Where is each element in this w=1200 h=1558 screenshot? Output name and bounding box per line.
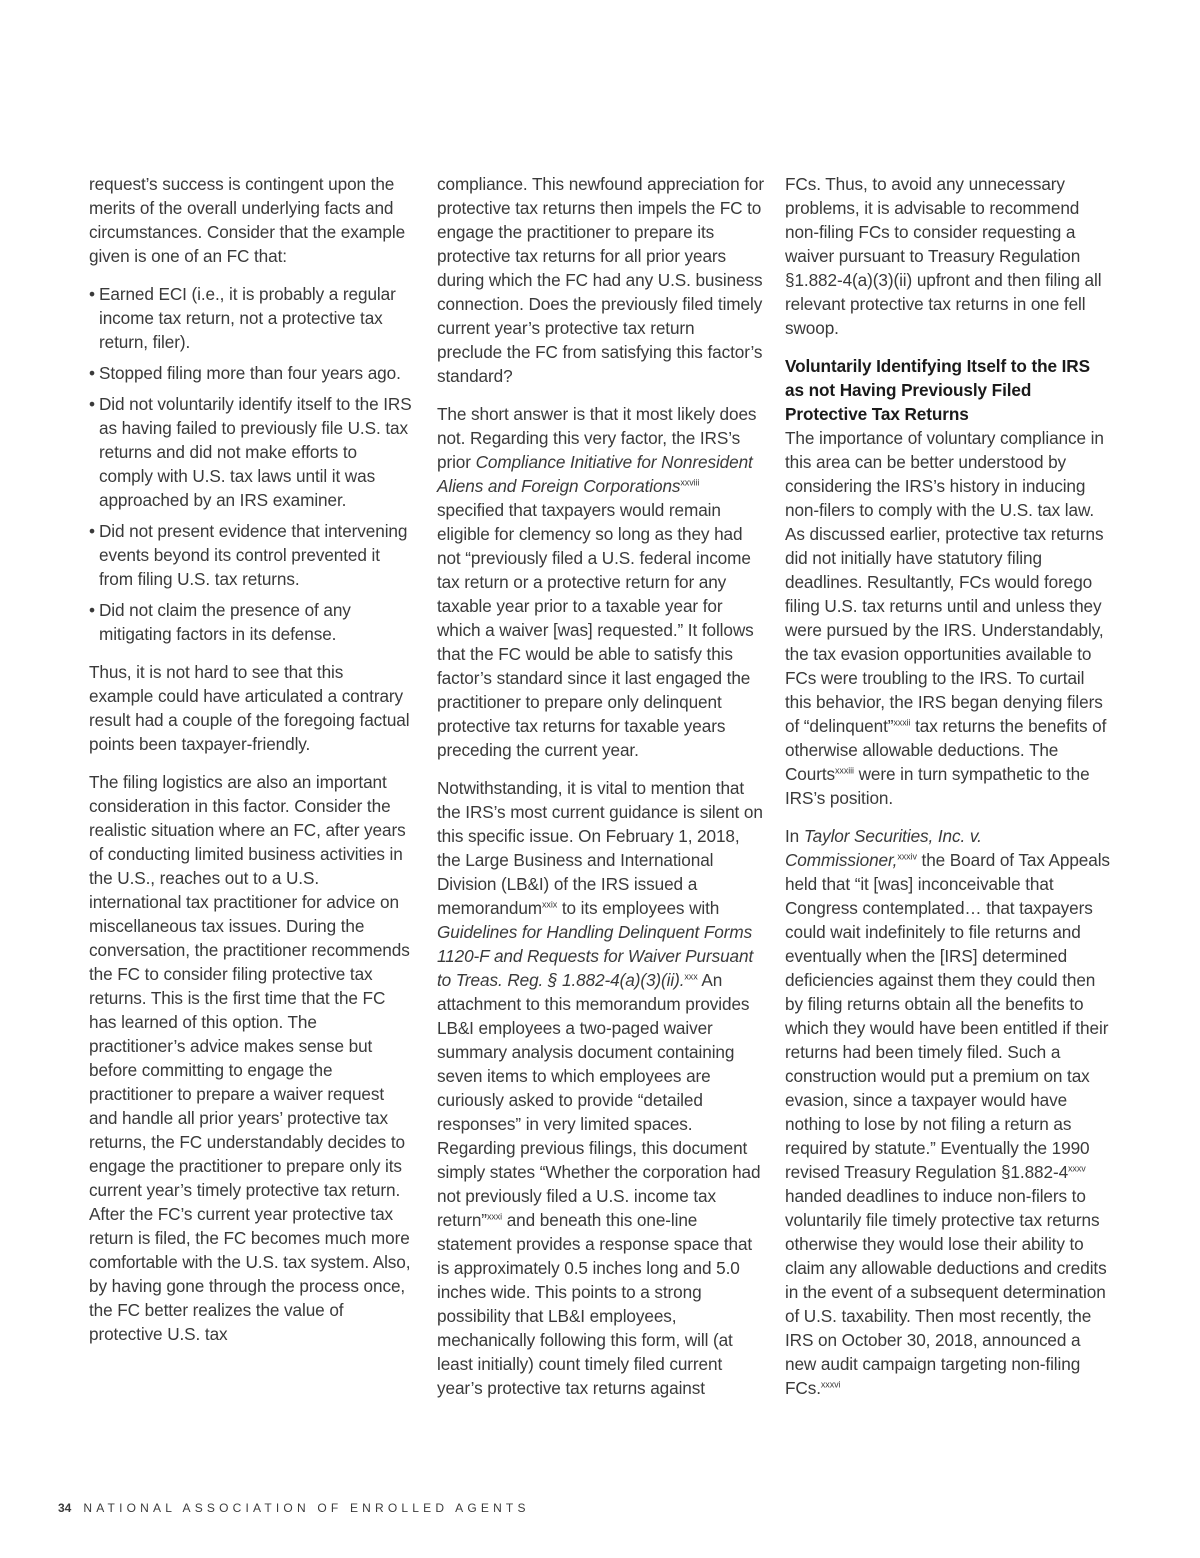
paragraph: request’s success is contingent upon the merits of the overall underlying facts and circumstances. Consider that the example given is one of an FC that:	[89, 174, 406, 266]
case-name: Taylor Securities, Inc. v. Commissioner,	[785, 826, 982, 870]
endnote-ref: xxxiii	[835, 765, 854, 776]
text: specified that taxpayers would remain eligible for clemency so long as they had not “previously filed a U.S. federal income tax return or a protective return for any taxable year prior to a taxable year for which a waiver [was] requested.” It follows that the FC would be able to satisfy this factor’s standard since it last engaged the practitioner to prepare only delinquent protective tax returns for taxable years preceding the current year.	[437, 500, 754, 760]
endnote-ref: xxix	[542, 899, 558, 910]
list-item: • Stopped filing more than four years ago.	[89, 361, 412, 385]
paragraph: The filing logistics are also an important consideration in this factor. Consider the realistic situation where an FC, after years of conducting limited business activities in the U.S., reaches out to a U.S. international tax practitioner for advice on miscellaneous tax issues. During the conversation, the practitioner recommends the FC to consider filing protective tax returns. This is the first time that the FC has learned of this option. The practitioner’s advice makes sense but before committing to engage the practitioner to prepare a waiver request and handle all prior years’ protective tax returns, the FC understandably decides to engage the practitioner to prepare only its current year’s timely protective tax return. After the FC’s current year protective tax return is filed, the FC becomes much more comfortable with the U.S. tax system. Also, by having gone through the process once, the FC better realizes the value of protective U.S. tax	[89, 772, 411, 1344]
endnote-ref: xxxvi	[820, 1379, 841, 1390]
publication-title: Guidelines for Handling Delinquent Forms 1120-F and Requests for Waiver Pursuant to Treas. Reg. § 1.882-4(a)(3)(ii).	[437, 922, 754, 990]
column-1	[89, 172, 412, 1360]
list-item: • Did not voluntarily identify itself to the IRS as having failed to previously file U.S. tax returns and did not make efforts to comply with U.S. tax laws until it was approached by an IRS examiner.	[89, 392, 412, 512]
text: to its employees with	[557, 898, 720, 918]
endnote-ref: xxviii	[680, 477, 700, 488]
list-item: • Did not claim the presence of any mitigating factors in its defense.	[89, 598, 412, 646]
organization-name: NATIONAL ASSOCIATION OF ENROLLED AGENTS	[83, 1501, 530, 1515]
column-3	[785, 172, 1111, 1414]
page-footer	[58, 1501, 530, 1515]
column-2	[437, 172, 764, 1414]
page-number: 34	[58, 1501, 72, 1515]
endnote-ref: xxxi	[486, 1211, 503, 1222]
text: were in turn sympathetic to the IRS’s position.	[785, 764, 1090, 808]
endnote-ref: xxxv	[1068, 1163, 1086, 1174]
text: In	[785, 826, 804, 846]
publication-title: Compliance Initiative for Nonresident Aliens and Foreign Corporations	[437, 452, 753, 496]
endnote-ref: xxxiv	[897, 851, 917, 862]
paragraph: FCs. Thus, to avoid any unnecessary problems, it is advisable to recommend non-filing FCs to consider requesting a waiver pursuant to Treasury Regulation §1.882-4(a)(3)(ii) upfront and then filing all relevant protective tax returns in one fell swoop.	[785, 174, 1102, 338]
paragraph: compliance. This newfound appreciation for protective tax returns then impels the FC to engage the practitioner to prepare its protective tax returns for all prior years during which the FC had any U.S. business connection. Does the previously filed timely current year’s protective tax return preclude the FC from satisfying this factor’s standard?	[437, 174, 765, 386]
text: An attachment to this memorandum provides LB&I employees a two-paged waiver summary analysis document containing seven items to which employees are curiously asked to provide “detailed responses” in very limited spaces. Regarding previous filings, this document simply states “Whether the corporation had not previously filed a U.S. income tax return”	[437, 970, 761, 1230]
paragraph: Thus, it is not hard to see that this example could have articulated a contrary result had a couple of the foregoing factual points been taxpayer-friendly.	[89, 662, 410, 754]
text: The importance of voluntary compliance in this area can be better understood by considering the IRS’s history in inducing non-filers to comply with the U.S. tax law. As discussed earlier, protective tax returns did not initially have statutory filing deadlines. Resultantly, FCs would forego filing U.S. tax returns until and unless they were pursued by the IRS. Understandably, the tax evasion opportunities available to FCs were troubling to the IRS. To curtail this behavior, the IRS began denying filers of “delinquent”	[785, 428, 1104, 736]
endnote-ref: xxxii	[893, 717, 911, 728]
endnote-ref: xxx	[684, 971, 698, 982]
criteria-list	[89, 282, 412, 646]
list-item: • Did not present evidence that intervening events beyond its control prevented it from filing U.S. tax returns.	[89, 519, 412, 591]
paragraph	[437, 776, 764, 1400]
text: Notwithstanding, it is vital to mention that the IRS’s most current guidance is silent on this specific issue. On February 1, 2018, the Large Business and International Division (LB&I) of the IRS issued a memorandum	[437, 778, 763, 918]
list-item: • Earned ECI (i.e., it is probably a regular income tax return, not a protective tax return, filer).	[89, 282, 412, 354]
text: and beneath this one-line statement provides a response space that is approximately 0.5 inches long and 5.0 inches wide. This points to a strong possibility that LB&I employees, mechanically following this form, will (at least initially) count timely filed current year’s protective tax returns against	[437, 1210, 753, 1398]
text: tax returns the benefits of otherwise allowable deductions. The Courts	[785, 716, 1107, 784]
paragraph	[437, 402, 764, 762]
section-heading: Voluntarily Identifying Itself to the IRS as not Having Previously Filed Protective Tax Returns	[785, 356, 1090, 424]
paragraph	[785, 824, 1111, 1400]
paragraph	[785, 426, 1111, 810]
text: handed deadlines to induce non-filers to voluntarily file timely protective tax returns otherwise they would lose their ability to claim any allowable deductions and credits in the event of a subsequent determination of U.S. taxability. Then most recently, the IRS on October 30, 2018, announced a new audit campaign targeting non-filing FCs.	[785, 1186, 1107, 1398]
text: The short answer is that it most likely does not. Regarding this very factor, the IRS’s prior	[437, 404, 757, 472]
text: the Board of Tax Appeals held that “it [was] inconceivable that Congress contemplated… that taxpayers could wait indefinitely to file returns and eventually when the [IRS] determined deficiencies against them they could then by filing returns obtain all the benefits to which they would have been entitled if their returns had been timely filed. Such a construction would put a premium on tax evasion, since a taxpayer would have nothing to lose by not filing a return as required by statute.” Eventually the 1990 revised Treasury Regulation §1.882-4	[785, 850, 1110, 1182]
